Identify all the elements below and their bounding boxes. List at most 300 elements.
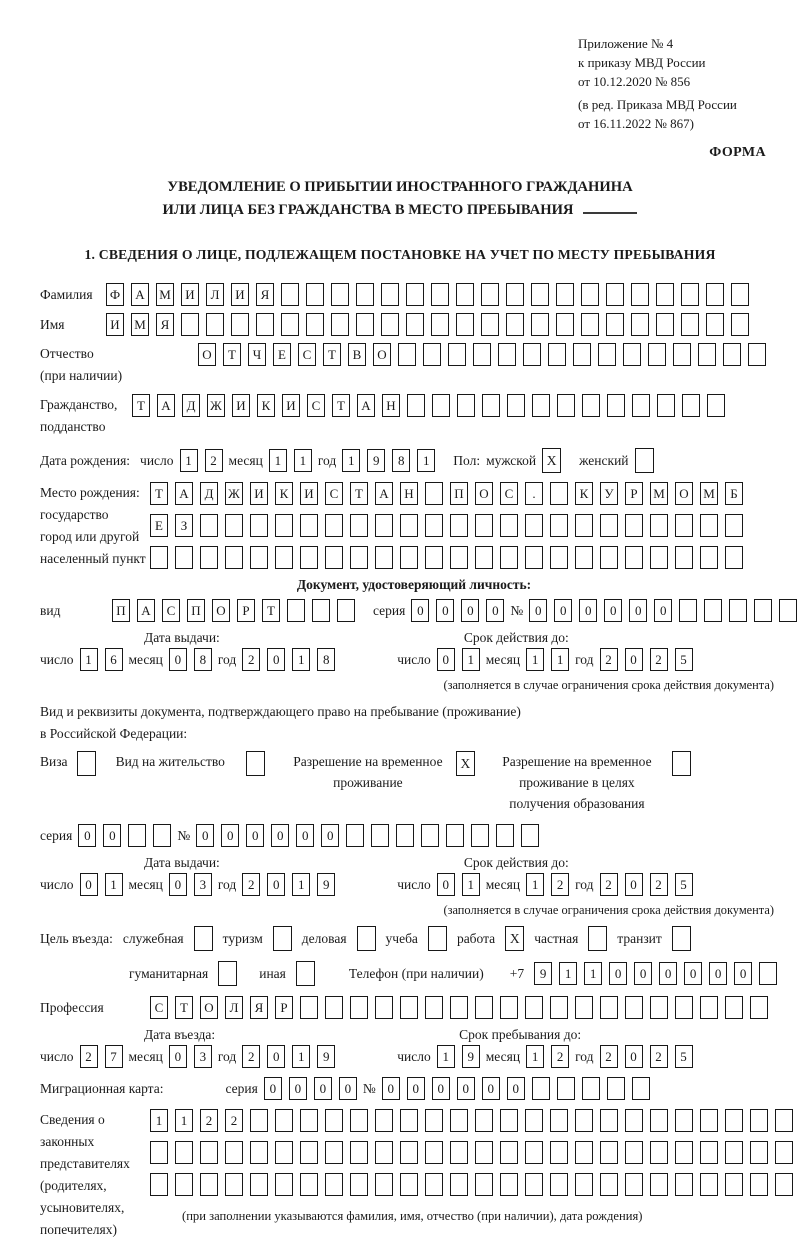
char-cell[interactable]: И <box>300 482 318 505</box>
char-cell[interactable] <box>725 1141 743 1164</box>
char-cell[interactable] <box>181 313 199 336</box>
char-cell[interactable] <box>406 313 424 336</box>
char-cell[interactable] <box>475 1109 493 1132</box>
char-cell[interactable]: Р <box>625 482 643 505</box>
char-cell[interactable] <box>175 546 193 569</box>
char-cell[interactable]: 0 <box>634 962 652 985</box>
char-cell[interactable]: 0 <box>411 599 429 622</box>
char-cell[interactable] <box>306 313 324 336</box>
char-cell[interactable] <box>725 514 743 537</box>
char-cell[interactable] <box>575 996 593 1019</box>
char-cell[interactable] <box>231 313 249 336</box>
char-cell[interactable]: 2 <box>650 873 668 896</box>
char-cell[interactable]: О <box>475 482 493 505</box>
char-cell[interactable] <box>600 1173 618 1196</box>
char-cell[interactable] <box>281 283 299 306</box>
char-cell[interactable]: А <box>137 599 155 622</box>
char-cell[interactable]: 0 <box>579 599 597 622</box>
char-cell[interactable]: 9 <box>367 449 385 472</box>
char-cell[interactable]: 2 <box>600 873 618 896</box>
char-cell[interactable] <box>425 546 443 569</box>
char-cell[interactable]: П <box>187 599 205 622</box>
char-cell[interactable] <box>450 1141 468 1164</box>
char-cell[interactable]: 1 <box>526 1045 544 1068</box>
char-cell[interactable]: 0 <box>169 648 187 671</box>
char-cell[interactable] <box>225 546 243 569</box>
char-cell[interactable]: 0 <box>437 648 455 671</box>
char-cell[interactable]: Р <box>275 996 293 1019</box>
char-cell[interactable]: 5 <box>675 648 693 671</box>
char-cell[interactable] <box>250 1109 268 1132</box>
char-cell[interactable]: 0 <box>625 1045 643 1068</box>
char-cell[interactable]: 2 <box>80 1045 98 1068</box>
char-cell[interactable]: 1 <box>180 449 198 472</box>
char-cell[interactable]: 0 <box>507 1077 525 1100</box>
char-cell[interactable]: 0 <box>169 873 187 896</box>
char-cell[interactable]: 0 <box>339 1077 357 1100</box>
char-cell[interactable] <box>356 313 374 336</box>
char-cell[interactable]: Ч <box>248 343 266 366</box>
char-cell[interactable]: 0 <box>78 824 96 847</box>
char-cell[interactable] <box>581 283 599 306</box>
char-cell[interactable] <box>700 546 718 569</box>
char-cell[interactable] <box>673 343 691 366</box>
char-cell[interactable]: 0 <box>296 824 314 847</box>
char-cell[interactable] <box>600 546 618 569</box>
char-cell[interactable]: Т <box>175 996 193 1019</box>
char-cell[interactable]: 0 <box>609 962 627 985</box>
char-cell[interactable] <box>250 1173 268 1196</box>
char-cell[interactable]: 1 <box>437 1045 455 1068</box>
char-cell[interactable]: 1 <box>462 648 480 671</box>
char-cell[interactable] <box>350 1141 368 1164</box>
char-cell[interactable]: 2 <box>242 648 260 671</box>
char-cell[interactable]: 5 <box>675 1045 693 1068</box>
char-cell[interactable] <box>521 824 539 847</box>
char-cell[interactable] <box>275 546 293 569</box>
char-cell[interactable]: 1 <box>551 648 569 671</box>
char-cell[interactable] <box>325 546 343 569</box>
char-cell[interactable] <box>650 1141 668 1164</box>
char-cell[interactable] <box>375 546 393 569</box>
char-cell[interactable] <box>632 1077 650 1100</box>
char-cell[interactable] <box>681 313 699 336</box>
char-cell[interactable] <box>731 283 749 306</box>
char-cell[interactable] <box>675 1141 693 1164</box>
char-cell[interactable] <box>331 283 349 306</box>
char-cell[interactable]: Л <box>225 996 243 1019</box>
char-cell[interactable] <box>287 599 305 622</box>
char-cell[interactable] <box>475 1141 493 1164</box>
char-cell[interactable] <box>153 824 171 847</box>
char-cell[interactable] <box>700 1109 718 1132</box>
char-cell[interactable]: 8 <box>194 648 212 671</box>
char-cell[interactable]: А <box>131 283 149 306</box>
char-cell[interactable]: 1 <box>150 1109 168 1132</box>
char-cell[interactable] <box>275 1109 293 1132</box>
char-cell[interactable]: 2 <box>650 648 668 671</box>
char-cell[interactable] <box>750 1109 768 1132</box>
char-cell[interactable] <box>548 343 566 366</box>
char-cell[interactable]: 0 <box>457 1077 475 1100</box>
char-cell[interactable] <box>350 546 368 569</box>
char-cell[interactable]: 0 <box>382 1077 400 1100</box>
char-cell[interactable]: 2 <box>225 1109 243 1132</box>
char-cell[interactable]: 0 <box>267 873 285 896</box>
char-cell[interactable] <box>650 996 668 1019</box>
char-cell[interactable]: 1 <box>584 962 602 985</box>
char-cell[interactable] <box>525 1109 543 1132</box>
char-cell[interactable]: Д <box>200 482 218 505</box>
char-cell[interactable] <box>650 1109 668 1132</box>
char-cell[interactable] <box>600 1109 618 1132</box>
char-cell[interactable]: 0 <box>271 824 289 847</box>
char-cell[interactable] <box>648 343 666 366</box>
char-cell[interactable] <box>731 313 749 336</box>
char-cell[interactable]: Т <box>323 343 341 366</box>
purpose-work-checkbox[interactable]: X <box>505 926 524 951</box>
char-cell[interactable] <box>225 1173 243 1196</box>
char-cell[interactable] <box>582 1077 600 1100</box>
char-cell[interactable]: М <box>156 283 174 306</box>
char-cell[interactable]: 1 <box>526 648 544 671</box>
char-cell[interactable]: 0 <box>169 1045 187 1068</box>
char-cell[interactable] <box>525 1141 543 1164</box>
char-cell[interactable] <box>446 824 464 847</box>
char-cell[interactable] <box>625 996 643 1019</box>
char-cell[interactable] <box>325 1109 343 1132</box>
purpose-private-checkbox[interactable] <box>588 926 607 951</box>
char-cell[interactable] <box>675 1173 693 1196</box>
char-cell[interactable] <box>557 394 575 417</box>
char-cell[interactable] <box>200 514 218 537</box>
char-cell[interactable]: Н <box>382 394 400 417</box>
char-cell[interactable]: 1 <box>292 1045 310 1068</box>
char-cell[interactable]: 9 <box>534 962 552 985</box>
char-cell[interactable] <box>704 599 722 622</box>
char-cell[interactable] <box>250 514 268 537</box>
char-cell[interactable]: 2 <box>205 449 223 472</box>
char-cell[interactable]: 2 <box>650 1045 668 1068</box>
char-cell[interactable] <box>300 514 318 537</box>
char-cell[interactable] <box>650 1173 668 1196</box>
char-cell[interactable] <box>281 313 299 336</box>
char-cell[interactable]: С <box>150 996 168 1019</box>
char-cell[interactable]: 0 <box>221 824 239 847</box>
char-cell[interactable] <box>481 313 499 336</box>
char-cell[interactable]: О <box>198 343 216 366</box>
residence-permit-checkbox[interactable] <box>246 751 265 776</box>
purpose-other-checkbox[interactable] <box>296 961 315 986</box>
char-cell[interactable] <box>312 599 330 622</box>
char-cell[interactable] <box>729 599 747 622</box>
char-cell[interactable] <box>679 599 697 622</box>
char-cell[interactable] <box>407 394 425 417</box>
char-cell[interactable] <box>225 514 243 537</box>
char-cell[interactable] <box>150 1141 168 1164</box>
char-cell[interactable] <box>500 1109 518 1132</box>
char-cell[interactable]: 0 <box>461 599 479 622</box>
char-cell[interactable]: Е <box>150 514 168 537</box>
char-cell[interactable]: Л <box>206 283 224 306</box>
char-cell[interactable] <box>450 514 468 537</box>
char-cell[interactable]: Ж <box>207 394 225 417</box>
char-cell[interactable]: М <box>650 482 668 505</box>
char-cell[interactable]: Т <box>332 394 350 417</box>
char-cell[interactable]: Б <box>725 482 743 505</box>
char-cell[interactable] <box>656 313 674 336</box>
char-cell[interactable]: 1 <box>559 962 577 985</box>
char-cell[interactable]: 1 <box>294 449 312 472</box>
char-cell[interactable]: Т <box>350 482 368 505</box>
char-cell[interactable]: 0 <box>264 1077 282 1100</box>
char-cell[interactable] <box>625 514 643 537</box>
char-cell[interactable] <box>325 996 343 1019</box>
char-cell[interactable] <box>346 824 364 847</box>
char-cell[interactable]: 2 <box>242 1045 260 1068</box>
char-cell[interactable] <box>754 599 772 622</box>
char-cell[interactable] <box>706 283 724 306</box>
char-cell[interactable]: П <box>450 482 468 505</box>
temp-residence-checkbox[interactable]: X <box>456 751 475 776</box>
char-cell[interactable] <box>725 1173 743 1196</box>
char-cell[interactable]: 0 <box>734 962 752 985</box>
char-cell[interactable] <box>606 283 624 306</box>
char-cell[interactable] <box>331 313 349 336</box>
char-cell[interactable] <box>375 996 393 1019</box>
char-cell[interactable] <box>381 283 399 306</box>
char-cell[interactable] <box>325 1173 343 1196</box>
char-cell[interactable] <box>481 283 499 306</box>
char-cell[interactable] <box>657 394 675 417</box>
char-cell[interactable] <box>475 514 493 537</box>
char-cell[interactable] <box>532 394 550 417</box>
char-cell[interactable] <box>550 1109 568 1132</box>
char-cell[interactable] <box>496 824 514 847</box>
char-cell[interactable] <box>400 1109 418 1132</box>
char-cell[interactable] <box>575 1173 593 1196</box>
char-cell[interactable] <box>425 996 443 1019</box>
char-cell[interactable] <box>350 514 368 537</box>
char-cell[interactable] <box>650 514 668 537</box>
char-cell[interactable]: 1 <box>292 648 310 671</box>
char-cell[interactable] <box>337 599 355 622</box>
char-cell[interactable] <box>700 1173 718 1196</box>
char-cell[interactable]: 2 <box>242 873 260 896</box>
char-cell[interactable] <box>550 996 568 1019</box>
char-cell[interactable]: 1 <box>105 873 123 896</box>
char-cell[interactable] <box>550 1173 568 1196</box>
char-cell[interactable]: 6 <box>105 648 123 671</box>
char-cell[interactable]: 0 <box>554 599 572 622</box>
char-cell[interactable] <box>400 996 418 1019</box>
char-cell[interactable]: 0 <box>436 599 454 622</box>
char-cell[interactable]: И <box>232 394 250 417</box>
char-cell[interactable]: Т <box>150 482 168 505</box>
char-cell[interactable]: И <box>250 482 268 505</box>
char-cell[interactable] <box>356 283 374 306</box>
char-cell[interactable]: С <box>298 343 316 366</box>
char-cell[interactable]: 2 <box>600 1045 618 1068</box>
char-cell[interactable]: К <box>575 482 593 505</box>
char-cell[interactable] <box>725 996 743 1019</box>
char-cell[interactable] <box>706 313 724 336</box>
char-cell[interactable] <box>525 1173 543 1196</box>
char-cell[interactable]: С <box>325 482 343 505</box>
char-cell[interactable] <box>556 283 574 306</box>
char-cell[interactable]: 3 <box>194 1045 212 1068</box>
char-cell[interactable] <box>775 1173 793 1196</box>
char-cell[interactable] <box>398 343 416 366</box>
purpose-humanitarian-checkbox[interactable] <box>218 961 237 986</box>
char-cell[interactable] <box>256 313 274 336</box>
char-cell[interactable] <box>225 1141 243 1164</box>
char-cell[interactable]: 0 <box>654 599 672 622</box>
char-cell[interactable] <box>750 1141 768 1164</box>
char-cell[interactable] <box>675 514 693 537</box>
char-cell[interactable] <box>381 313 399 336</box>
char-cell[interactable]: Ф <box>106 283 124 306</box>
char-cell[interactable] <box>425 514 443 537</box>
char-cell[interactable]: О <box>675 482 693 505</box>
char-cell[interactable]: А <box>157 394 175 417</box>
char-cell[interactable] <box>432 394 450 417</box>
char-cell[interactable] <box>128 824 146 847</box>
char-cell[interactable]: 0 <box>267 1045 285 1068</box>
char-cell[interactable] <box>600 514 618 537</box>
char-cell[interactable]: 0 <box>684 962 702 985</box>
char-cell[interactable] <box>400 546 418 569</box>
char-cell[interactable] <box>606 313 624 336</box>
char-cell[interactable]: 9 <box>317 1045 335 1068</box>
char-cell[interactable] <box>431 313 449 336</box>
char-cell[interactable] <box>300 1173 318 1196</box>
char-cell[interactable] <box>206 313 224 336</box>
char-cell[interactable]: К <box>275 482 293 505</box>
char-cell[interactable] <box>500 546 518 569</box>
char-cell[interactable] <box>450 1109 468 1132</box>
char-cell[interactable]: О <box>200 996 218 1019</box>
char-cell[interactable]: Я <box>250 996 268 1019</box>
char-cell[interactable] <box>450 546 468 569</box>
char-cell[interactable] <box>275 1173 293 1196</box>
char-cell[interactable] <box>600 1141 618 1164</box>
char-cell[interactable]: 0 <box>629 599 647 622</box>
char-cell[interactable] <box>507 394 525 417</box>
char-cell[interactable]: 2 <box>600 648 618 671</box>
char-cell[interactable] <box>500 1141 518 1164</box>
char-cell[interactable]: Я <box>156 313 174 336</box>
char-cell[interactable]: 0 <box>80 873 98 896</box>
char-cell[interactable]: 0 <box>289 1077 307 1100</box>
char-cell[interactable] <box>775 1141 793 1164</box>
char-cell[interactable]: К <box>257 394 275 417</box>
char-cell[interactable] <box>525 546 543 569</box>
purpose-business-checkbox[interactable] <box>357 926 376 951</box>
char-cell[interactable] <box>475 1173 493 1196</box>
char-cell[interactable]: О <box>212 599 230 622</box>
char-cell[interactable]: И <box>231 283 249 306</box>
char-cell[interactable] <box>523 343 541 366</box>
char-cell[interactable] <box>500 514 518 537</box>
char-cell[interactable] <box>779 599 797 622</box>
char-cell[interactable] <box>475 996 493 1019</box>
char-cell[interactable] <box>375 1173 393 1196</box>
char-cell[interactable] <box>457 394 475 417</box>
char-cell[interactable] <box>625 1173 643 1196</box>
char-cell[interactable] <box>623 343 641 366</box>
char-cell[interactable] <box>525 514 543 537</box>
sex-female-checkbox[interactable] <box>635 448 654 473</box>
char-cell[interactable]: 0 <box>432 1077 450 1100</box>
char-cell[interactable] <box>575 514 593 537</box>
char-cell[interactable] <box>448 343 466 366</box>
char-cell[interactable]: А <box>175 482 193 505</box>
char-cell[interactable] <box>400 1141 418 1164</box>
char-cell[interactable] <box>556 313 574 336</box>
char-cell[interactable] <box>450 996 468 1019</box>
char-cell[interactable] <box>475 546 493 569</box>
char-cell[interactable]: . <box>525 482 543 505</box>
char-cell[interactable] <box>375 1141 393 1164</box>
char-cell[interactable] <box>306 283 324 306</box>
char-cell[interactable] <box>700 514 718 537</box>
char-cell[interactable]: 0 <box>437 873 455 896</box>
char-cell[interactable] <box>482 394 500 417</box>
char-cell[interactable] <box>550 482 568 505</box>
char-cell[interactable]: 0 <box>482 1077 500 1100</box>
char-cell[interactable]: В <box>348 343 366 366</box>
char-cell[interactable] <box>506 313 524 336</box>
char-cell[interactable]: И <box>106 313 124 336</box>
char-cell[interactable]: 0 <box>625 648 643 671</box>
char-cell[interactable]: Е <box>273 343 291 366</box>
char-cell[interactable] <box>300 996 318 1019</box>
char-cell[interactable] <box>650 546 668 569</box>
char-cell[interactable]: З <box>175 514 193 537</box>
char-cell[interactable] <box>598 343 616 366</box>
char-cell[interactable] <box>350 996 368 1019</box>
char-cell[interactable] <box>471 824 489 847</box>
char-cell[interactable] <box>532 1077 550 1100</box>
char-cell[interactable] <box>375 514 393 537</box>
char-cell[interactable]: О <box>373 343 391 366</box>
char-cell[interactable]: 1 <box>462 873 480 896</box>
char-cell[interactable] <box>725 1109 743 1132</box>
char-cell[interactable]: 0 <box>604 599 622 622</box>
char-cell[interactable]: У <box>600 482 618 505</box>
char-cell[interactable] <box>631 313 649 336</box>
char-cell[interactable] <box>150 546 168 569</box>
char-cell[interactable] <box>275 1141 293 1164</box>
char-cell[interactable]: Т <box>223 343 241 366</box>
char-cell[interactable]: 1 <box>175 1109 193 1132</box>
char-cell[interactable]: 8 <box>392 449 410 472</box>
char-cell[interactable] <box>575 546 593 569</box>
char-cell[interactable]: 9 <box>317 873 335 896</box>
purpose-study-checkbox[interactable] <box>428 926 447 951</box>
char-cell[interactable] <box>575 1109 593 1132</box>
char-cell[interactable] <box>431 283 449 306</box>
char-cell[interactable] <box>396 824 414 847</box>
char-cell[interactable] <box>557 1077 575 1100</box>
char-cell[interactable] <box>531 283 549 306</box>
char-cell[interactable] <box>200 546 218 569</box>
char-cell[interactable] <box>707 394 725 417</box>
char-cell[interactable] <box>607 1077 625 1100</box>
char-cell[interactable]: И <box>181 283 199 306</box>
char-cell[interactable] <box>175 1173 193 1196</box>
